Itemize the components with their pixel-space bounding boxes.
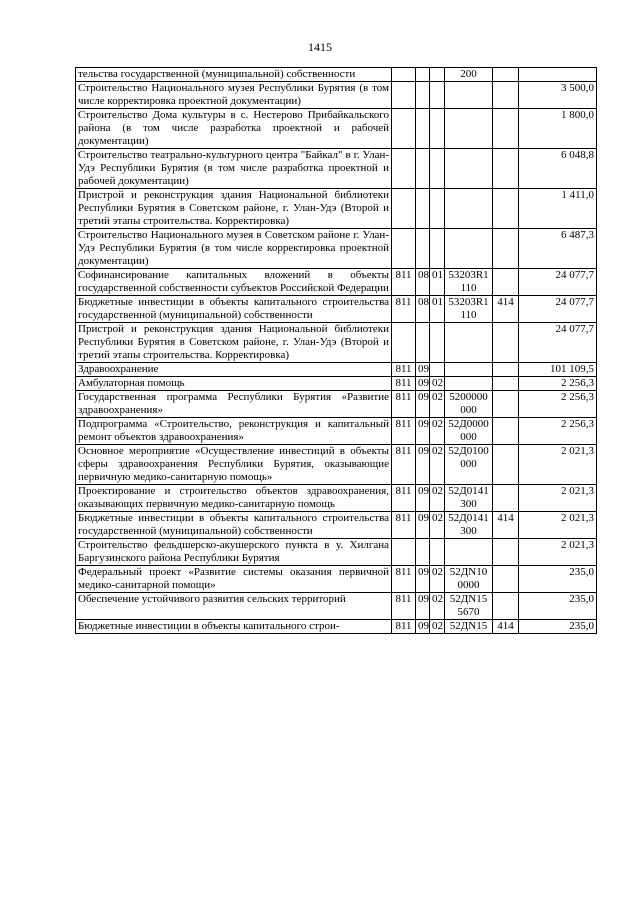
ved-code-cell: 811: [392, 269, 416, 296]
subsection-code-cell: 02: [430, 391, 445, 418]
section-code-cell: [416, 229, 430, 269]
subsection-code-cell: 02: [430, 418, 445, 445]
amount-cell: 2 021,3: [519, 445, 597, 485]
expense-type-cell: [493, 539, 519, 566]
subsection-code-cell: 02: [430, 377, 445, 391]
table-row: [76, 593, 597, 620]
target-article-cell: 200: [445, 68, 493, 82]
ved-code-cell: 811: [392, 566, 416, 593]
expense-type-cell: [493, 68, 519, 82]
subsection-code-cell: [430, 82, 445, 109]
target-article-cell: 52ДN15 5670: [445, 593, 493, 620]
target-article-cell: [445, 109, 493, 149]
table-row: [76, 620, 597, 634]
section-code-cell: 09: [416, 566, 430, 593]
expense-type-cell: [493, 363, 519, 377]
row-name-cell: Пристрой и реконструкция здания Национальной библиотеки Республики Бурятия в Советском районе, г. Улан-Удэ (Второй и третий этапы строительства. Корректировка): [76, 189, 392, 229]
subsection-code-cell: [430, 323, 445, 363]
section-code-cell: [416, 109, 430, 149]
target-article-cell: 52ДN15: [445, 620, 493, 634]
table-row: [76, 391, 597, 418]
table-row: [76, 189, 597, 229]
table-row: [76, 149, 597, 189]
row-name-cell: Государственная программа Республики Бурятия «Развитие здравоохранения»: [76, 391, 392, 418]
subsection-code-cell: 01: [430, 269, 445, 296]
section-code-cell: 09: [416, 593, 430, 620]
target-article-cell: [445, 189, 493, 229]
section-code-cell: [416, 149, 430, 189]
ved-code-cell: 811: [392, 363, 416, 377]
expense-type-cell: [493, 149, 519, 189]
ved-code-cell: [392, 323, 416, 363]
section-code-cell: 09: [416, 391, 430, 418]
amount-cell: 235,0: [519, 620, 597, 634]
ved-code-cell: [392, 189, 416, 229]
target-article-cell: 53203R1 110: [445, 296, 493, 323]
amount-cell: 2 021,3: [519, 485, 597, 512]
table-row: [76, 566, 597, 593]
expense-type-cell: [493, 445, 519, 485]
subsection-code-cell: [430, 68, 445, 82]
amount-cell: 1 411,0: [519, 189, 597, 229]
target-article-cell: [445, 323, 493, 363]
row-name-cell: тельства государственной (муниципальной) собственности: [76, 68, 392, 82]
subsection-code-cell: 02: [430, 485, 445, 512]
section-code-cell: [416, 68, 430, 82]
table-row: [76, 296, 597, 323]
ved-code-cell: [392, 68, 416, 82]
expense-type-cell: [493, 566, 519, 593]
subsection-code-cell: [430, 229, 445, 269]
target-article-cell: 52Д0100 000: [445, 445, 493, 485]
table-row: [76, 82, 597, 109]
table-row: [76, 363, 597, 377]
ved-code-cell: 811: [392, 296, 416, 323]
ved-code-cell: 811: [392, 512, 416, 539]
row-name-cell: Бюджетные инвестиции в объекты капитального строительства государственной (муниципальной) собственности: [76, 296, 392, 323]
expense-type-cell: [493, 82, 519, 109]
section-code-cell: 09: [416, 485, 430, 512]
section-code-cell: [416, 539, 430, 566]
ved-code-cell: 811: [392, 418, 416, 445]
section-code-cell: 08: [416, 296, 430, 323]
table-row: [76, 229, 597, 269]
amount-cell: 3 500,0: [519, 82, 597, 109]
subsection-code-cell: [430, 189, 445, 229]
row-name-cell: Бюджетные инвестиции в объекты капитального строи-: [76, 620, 392, 634]
target-article-cell: [445, 149, 493, 189]
amount-cell: [519, 68, 597, 82]
expense-type-cell: [493, 485, 519, 512]
subsection-code-cell: 02: [430, 445, 445, 485]
ved-code-cell: [392, 149, 416, 189]
table-row: [76, 512, 597, 539]
section-code-cell: 09: [416, 363, 430, 377]
subsection-code-cell: [430, 539, 445, 566]
expense-type-cell: 414: [493, 512, 519, 539]
row-name-cell: Строительство Национального музея в Советском районе г. Улан-Удэ Республики Бурятия (в том числе корректировка проектной документации): [76, 229, 392, 269]
target-article-cell: 52Д0141 300: [445, 485, 493, 512]
row-name-cell: Строительство Национального музея Республики Бурятия (в том числе корректировка проектной документации): [76, 82, 392, 109]
subsection-code-cell: 02: [430, 512, 445, 539]
row-name-cell: Основное мероприятие «Осуществление инвестиций в объекты сферы здравоохранения Республики Бурятия, оказывающие первичную медико-санитарную помощь»: [76, 445, 392, 485]
subsection-code-cell: [430, 363, 445, 377]
expense-type-cell: [493, 391, 519, 418]
expense-type-cell: [493, 323, 519, 363]
budget-table-body: [76, 68, 597, 634]
ved-code-cell: [392, 229, 416, 269]
expense-type-cell: [493, 418, 519, 445]
amount-cell: 101 109,5: [519, 363, 597, 377]
section-code-cell: [416, 82, 430, 109]
target-article-cell: 53203R1 110: [445, 269, 493, 296]
expense-type-cell: [493, 189, 519, 229]
subsection-code-cell: 02: [430, 593, 445, 620]
amount-cell: 235,0: [519, 566, 597, 593]
row-name-cell: Строительство фельдшерско-акушерского пункта в у. Хилгана Баргузинского района Республики Бурятия: [76, 539, 392, 566]
target-article-cell: [445, 82, 493, 109]
section-code-cell: 09: [416, 377, 430, 391]
table-row: [76, 445, 597, 485]
table-row: [76, 377, 597, 391]
table-row: [76, 485, 597, 512]
section-code-cell: 08: [416, 269, 430, 296]
section-code-cell: [416, 323, 430, 363]
amount-cell: 24 077,7: [519, 269, 597, 296]
row-name-cell: Амбулаторная помощь: [76, 377, 392, 391]
target-article-cell: 52ДN10 0000: [445, 566, 493, 593]
target-article-cell: 5200000 000: [445, 391, 493, 418]
amount-cell: 2 021,3: [519, 539, 597, 566]
ved-code-cell: [392, 109, 416, 149]
row-name-cell: Софинансирование капитальных вложений в объекты государственной собственности субъектов Российской Федерации: [76, 269, 392, 296]
subsection-code-cell: 02: [430, 566, 445, 593]
amount-cell: 2 256,3: [519, 391, 597, 418]
row-name-cell: Федеральный проект «Развитие системы оказания первичной медико-санитарной помощи»: [76, 566, 392, 593]
ved-code-cell: [392, 82, 416, 109]
subsection-code-cell: 01: [430, 296, 445, 323]
expense-type-cell: [493, 377, 519, 391]
target-article-cell: 52Д0000 000: [445, 418, 493, 445]
section-code-cell: 09: [416, 512, 430, 539]
table-row: [76, 269, 597, 296]
amount-cell: 24 077,7: [519, 323, 597, 363]
row-name-cell: Обеспечение устойчивого развития сельских территорий: [76, 593, 392, 620]
table-row: [76, 109, 597, 149]
row-name-cell: Здравоохранение: [76, 363, 392, 377]
amount-cell: 2 256,3: [519, 418, 597, 445]
table-row: [76, 418, 597, 445]
section-code-cell: [416, 189, 430, 229]
amount-cell: 235,0: [519, 593, 597, 620]
amount-cell: 6 487,3: [519, 229, 597, 269]
table-row: [76, 539, 597, 566]
ved-code-cell: [392, 539, 416, 566]
amount-cell: 2 021,3: [519, 512, 597, 539]
row-name-cell: Строительство Дома культуры в с. Нестерово Прибайкальского района (в том числе разработка проектной и рабочей документации): [76, 109, 392, 149]
expense-type-cell: [493, 269, 519, 296]
subsection-code-cell: 02: [430, 620, 445, 634]
row-name-cell: Подпрограмма «Строительство, реконструкция и капитальный ремонт объектов здравоохранения»: [76, 418, 392, 445]
expense-type-cell: [493, 109, 519, 149]
target-article-cell: [445, 363, 493, 377]
target-article-cell: [445, 539, 493, 566]
target-article-cell: 52Д0141 300: [445, 512, 493, 539]
ved-code-cell: 811: [392, 485, 416, 512]
amount-cell: 2 256,3: [519, 377, 597, 391]
section-code-cell: 09: [416, 418, 430, 445]
page-number: 1415: [308, 40, 332, 54]
budget-table: [75, 67, 597, 634]
expense-type-cell: [493, 229, 519, 269]
target-article-cell: [445, 229, 493, 269]
ved-code-cell: 811: [392, 620, 416, 634]
ved-code-cell: 811: [392, 391, 416, 418]
amount-cell: 24 077,7: [519, 296, 597, 323]
table-row: [76, 323, 597, 363]
expense-type-cell: 414: [493, 620, 519, 634]
ved-code-cell: 811: [392, 377, 416, 391]
ved-code-cell: 811: [392, 593, 416, 620]
amount-cell: 6 048,8: [519, 149, 597, 189]
target-article-cell: [445, 377, 493, 391]
expense-type-cell: 414: [493, 296, 519, 323]
amount-cell: 1 800,0: [519, 109, 597, 149]
row-name-cell: Бюджетные инвестиции в объекты капитального строительства государственной (муниципальной) собственности: [76, 512, 392, 539]
section-code-cell: 09: [416, 445, 430, 485]
row-name-cell: Пристрой и реконструкция здания Национальной библиотеки Республики Бурятия в Советском районе, г. Улан-Удэ (Второй и третий этапы строительства. Корректировка): [76, 323, 392, 363]
row-name-cell: Проектирование и строительство объектов здравоохранения, оказывающих первичную медико-санитарную помощь: [76, 485, 392, 512]
ved-code-cell: 811: [392, 445, 416, 485]
section-code-cell: 09: [416, 620, 430, 634]
subsection-code-cell: [430, 149, 445, 189]
expense-type-cell: [493, 593, 519, 620]
row-name-cell: Строительство театрально-культурного центра "Байкал" в г. Улан-Удэ Республики Бурятия (в том числе разработка проектной и рабочей документации): [76, 149, 392, 189]
subsection-code-cell: [430, 109, 445, 149]
table-row: [76, 68, 597, 82]
